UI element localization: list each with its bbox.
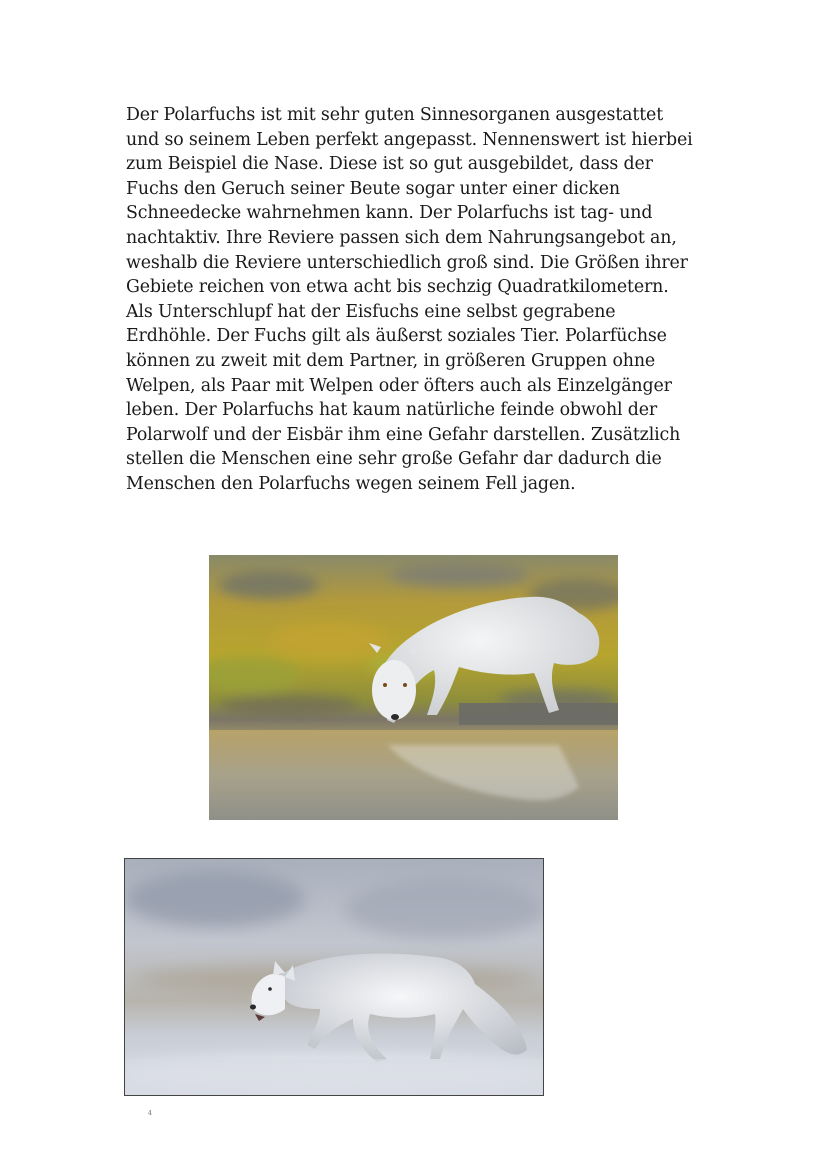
paragraph-line: Polarwolf und der Eisbär ihm eine Gefahr darstellen. Zusätzlich — [126, 424, 681, 445]
paragraph-line: Menschen den Polarfuchs wegen seinem Fell jagen. — [126, 473, 576, 494]
page-number: 4 — [148, 1110, 152, 1117]
arctic-fox-walking-photo — [125, 859, 543, 1095]
arctic-fox-drinking-photo — [209, 555, 618, 820]
paragraph-line: weshalb die Reviere unterschiedlich groß sind. Die Größen ihrer — [126, 252, 688, 273]
paragraph-line: leben. Der Polarfuchs hat kaum natürliche feinde obwohl der — [126, 400, 658, 421]
paragraph-line: Erdhöhle. Der Fuchs gilt als äußerst soziales Tier. Polarfüchse — [126, 326, 667, 347]
paragraph-line: Schneedecke wahrnehmen kann. Der Polarfuchs ist tag- und — [126, 203, 653, 224]
paragraph-line: und so seinem Leben perfekt angepasst. Nennenswert ist hierbei — [126, 129, 693, 150]
paragraph-line: Welpen, als Paar mit Welpen oder öfters auch als Einzelgänger — [126, 375, 672, 396]
body-paragraph — [126, 103, 716, 497]
paragraph-line: Der Polarfuchs ist mit sehr guten Sinnesorganen ausgestattet — [126, 105, 664, 125]
paragraph-line: stellen die Menschen eine sehr große Gefahr dar dadurch die — [126, 449, 662, 470]
paragraph-line: zum Beispiel die Nase. Diese ist so gut ausgebildet, dass der — [126, 154, 653, 175]
paragraph-line: Gebiete reichen von etwa acht bis sechzig Quadratkilometern. — [126, 277, 669, 298]
paragraph-line: Als Unterschlupf hat der Eisfuchs eine selbst gegrabene — [126, 301, 616, 322]
paragraph-line: Fuchs den Geruch seiner Beute sogar unter einer dicken — [126, 178, 620, 199]
paragraph-line: nachtaktiv. Ihre Reviere passen sich dem Nahrungsangebot an, — [126, 227, 677, 248]
paragraph-line: können zu zweit mit dem Partner, in größeren Gruppen ohne — [126, 350, 656, 371]
